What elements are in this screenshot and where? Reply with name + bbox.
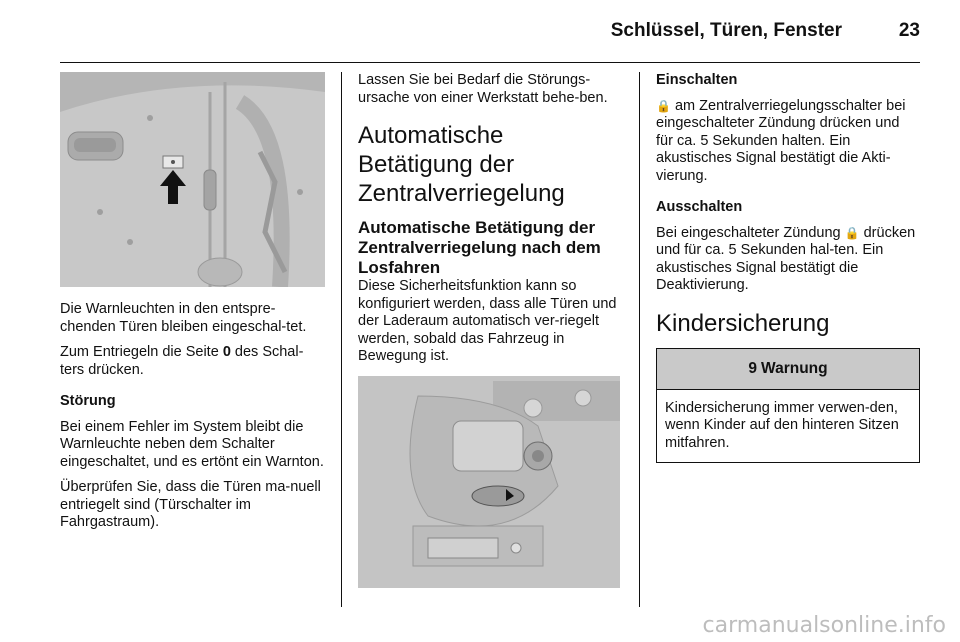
- door-switch-image: [60, 72, 325, 287]
- lock-icon: 🔒: [844, 225, 860, 240]
- page-number: 23: [898, 20, 920, 41]
- paragraph: Bei einem Fehler im System bleibt die Warnleuchte neben dem Schalter eingeschaltet, und es ertönt ein Warnton.: [60, 418, 324, 470]
- warning-title: Warnung: [761, 359, 828, 377]
- lock-icon: 🔒: [656, 98, 671, 113]
- column-3: [656, 72, 920, 463]
- paragraph: Lassen Sie bei Bedarf die Störungs-ursache von einer Werkstatt behe-ben.: [358, 72, 608, 106]
- warning-icon: 9: [748, 359, 758, 377]
- paragraph: Bei eingeschalteter Zündung 🔒 drücken und für ca. 5 Sekunden hal-ten. Ein akustisches Signal bestätigt die Deaktivierung.: [656, 224, 916, 293]
- section-heading: Kindersicherung: [656, 309, 830, 337]
- column-divider: [341, 72, 342, 607]
- side-zero-symbol: 0: [222, 344, 231, 360]
- door-switch-illustration: [60, 72, 325, 287]
- paragraph: Die Warnleuchten in den entspre-chenden Türen bleiben eingeschal-tet.: [60, 301, 307, 335]
- page-header: [60, 0, 920, 63]
- column-2: [358, 72, 620, 588]
- paragraph: Zum Entriegeln die Seite 0 des Schal-ters drücken.: [60, 344, 304, 378]
- subheading-ausschalten: Ausschalten: [656, 199, 743, 215]
- subheading-einschalten: Einschalten: [656, 72, 738, 88]
- column-1: [60, 72, 325, 540]
- central-locking-illustration: [358, 376, 620, 588]
- header-title: Schlüssel, Türen, Fenster: [610, 20, 842, 41]
- subheading-stoerung: Störung: [60, 393, 116, 409]
- warning-header: [657, 349, 919, 390]
- column-divider: [639, 72, 640, 607]
- watermark: carmanualsonline.info: [702, 613, 946, 638]
- warning-text: Kindersicherung immer verwen-den, wenn Kinder auf den hinteren Sitzen mitfahren.: [665, 399, 899, 451]
- warning-box: [656, 348, 920, 464]
- paragraph: 🔒 am Zentralverriegelungsschalter bei eingeschalteter Zündung drücken und für ca. 5 Sekunden halten. Ein akustisches Signal bestätigt die Akti-vierung.: [656, 97, 906, 184]
- section-heading: Automatische Betätigung der Zentralverriegelung: [358, 122, 565, 207]
- paragraph: Diese Sicherheitsfunktion kann so konfiguriert werden, dass alle Türen und der Laderaum automatisch ver-riegelt werden, sobald das Fahrzeug in Bewegung ist.: [358, 278, 617, 364]
- central-locking-switch-image: [358, 376, 620, 588]
- subsection-heading: Automatische Betätigung der Zentralverriegelung nach dem Losfahren: [358, 218, 601, 277]
- paragraph: Überprüfen Sie, dass die Türen ma-nuell entriegelt sind (Türschalter im Fahrgastraum).: [60, 479, 321, 530]
